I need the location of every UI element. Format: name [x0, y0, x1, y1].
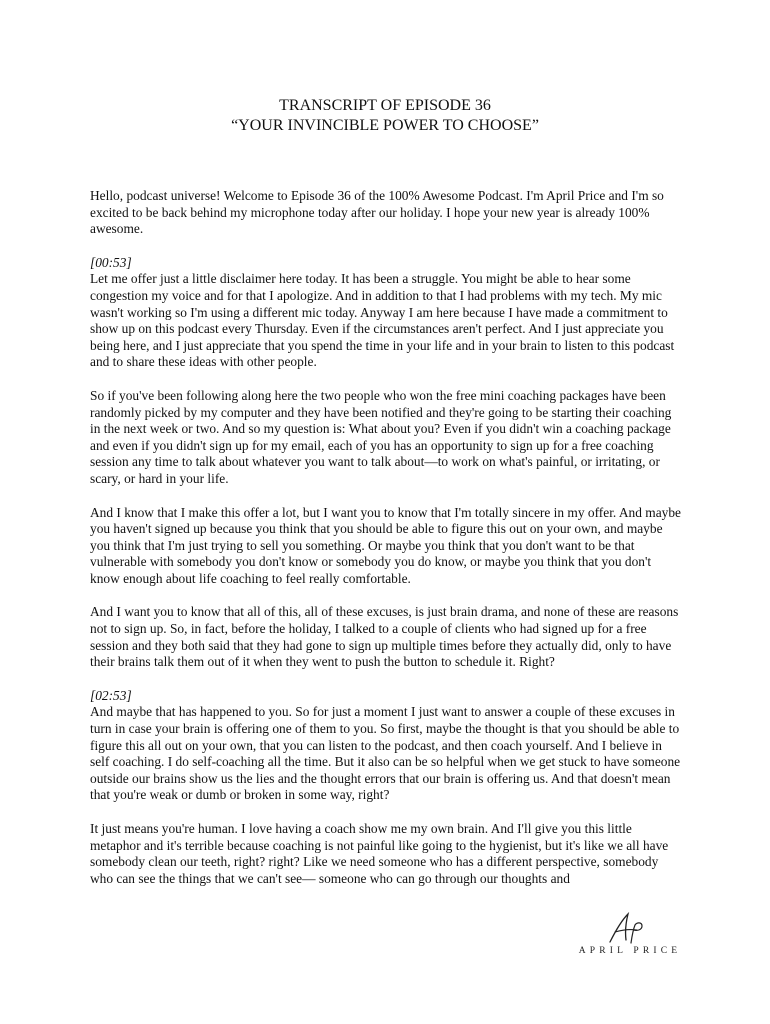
paragraph-4: [90, 505, 682, 588]
paragraph-5: [90, 604, 682, 670]
title-line-1: TRANSCRIPT OF EPISODE 36: [279, 97, 491, 114]
title-line-2: “YOUR INVINCIBLE POWER TO CHOOSE”: [231, 117, 539, 134]
paragraph-text: Hello, podcast universe! Welcome to Episode 36 of the 100% Awesome Podcast. I'm April Price and I'm so excited to be back behind my microphone today after our holiday. I hope your new year is already 100% awesome.: [90, 188, 664, 237]
paragraph-7: [90, 821, 682, 887]
transcript-body: [90, 188, 682, 904]
paragraph-text: So if you've been following along here the two people who won the free mini coaching packages have been randomly picked by my computer and they have been notified and they're going to be starting their coaching in the next week or two. And so my question is: What about you? Even if you didn't win a coaching package and even if you didn't sign up for my email, each of you has an opportunity to sign up for a free coaching session any time to talk about whatever you want to talk about—to work on what's painful, or irritating, or scary, or hard in your life.: [90, 387, 672, 486]
timestamp: [00:53]: [90, 254, 132, 270]
timestamp: [02:53]: [90, 687, 132, 703]
document-title: [0, 96, 770, 136]
paragraph-text: Let me offer just a little disclaimer here today. It has been a struggle. You might be able to hear some congestion my voice and for that I apologize. And in addition to that I had problems with my tech. My mic wasn't working so I'm using a different mic today. Anyway I am here because I have made a commitment to show up on this podcast every Thursday. Even if the circumstances aren't perfect. And I just appreciate you being here, and I just appreciate that you spend the time in your life and in your brain to listen to this podcast and to share these ideas with other people.: [90, 271, 675, 370]
paragraph-1: [90, 188, 682, 238]
paragraph-text: It just means you're human. I love having a coach show me my own brain. And I'll give you this little metaphor and it's terrible because coaching is not painful like going to the hygienist, but it's like we all have somebody clean our teeth, right? right? Like we need someone who has a different perspective, somebody who can see the things that we can't see— someone who can go through our thoughts and: [90, 821, 669, 886]
paragraph-3: [90, 388, 682, 488]
paragraph-text: And I want you to know that all of this, all of these excuses, is just brain drama, and none of these are reasons not to sign up. So, in fact, before the holiday, I talked to a couple of clients who had signed up for a free session and they both said that they had gone to sign up multiple times before they actually did, only to have their brains talk them out of it when they went to push the button to schedule it. Right?: [90, 604, 679, 670]
logo-wordmark: APRIL PRICE: [578, 946, 682, 956]
april-price-logo: [578, 912, 682, 962]
paragraph-2: [90, 255, 682, 371]
paragraph-6: [90, 688, 682, 804]
ap-monogram-icon: [604, 912, 650, 944]
paragraph-text: And I know that I make this offer a lot, but I want you to know that I'm totally sincere in my offer. And maybe you haven't signed up because you think that you should be able to figure this out on your own, and maybe you think that I'm just trying to sell you something. Or maybe you think that you don't want to be that vulnerable with somebody you don't know or somebody you do know, or maybe you think that you don't know enough about life coaching to feel really comfortable.: [90, 504, 681, 586]
paragraph-text: And maybe that has happened to you. So for just a moment I just want to answer a couple of these excuses in turn in case your brain is offering one of them to you. So first, maybe the thought is that you should be able to figure this all out on your own, that you can listen to the podcast, and then coach yourself. And I believe in self coaching. I do self-coaching all the time. But it also can be so helpful when we get stuck to have someone outside our brains show us the lies and the thought errors that our brain is offering us. And that doesn't mean that you're weak or dumb or broken in some way, right?: [90, 704, 681, 803]
